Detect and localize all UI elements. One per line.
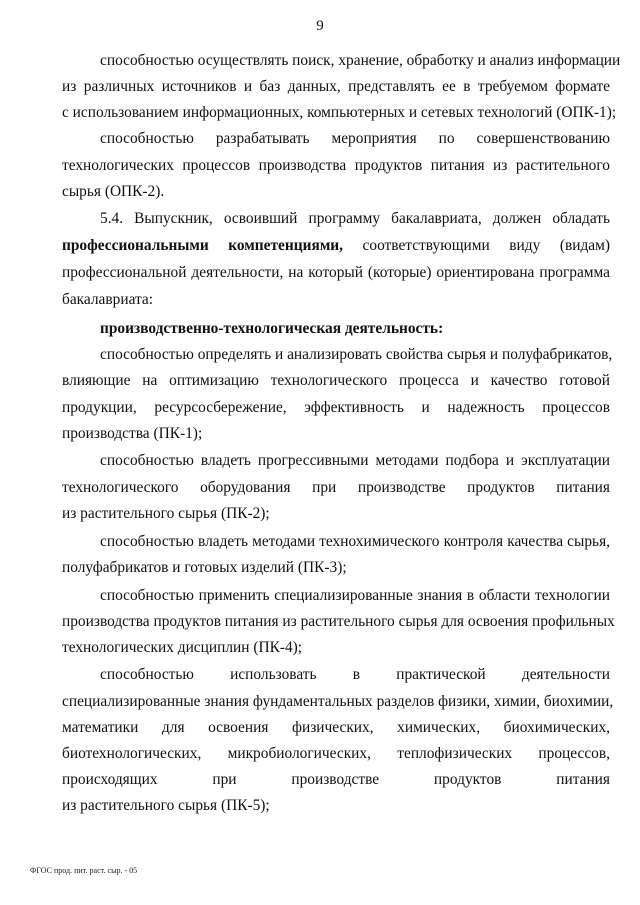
text-line: биотехнологических, микробиологических, теплофизических процессов, [62, 745, 610, 762]
page-footer: ФГОС прод. пит. раст. сыр. - 05 [30, 866, 138, 875]
section-heading: производственно-технологическая деятельность: [100, 320, 444, 337]
text-line: продукции, ресурсосбережение, эффективность и надежность процессов [62, 399, 610, 416]
text-line: бакалавриата: [62, 291, 154, 308]
text-line: 5.4. Выпускник, освоивший программу бакалавриата, должен обладать [100, 210, 610, 227]
text-line: с использованием информационных, компьютерных и сетевых технологий (ОПК-1); [62, 104, 617, 121]
page-number: 9 [316, 18, 324, 34]
text-line: способностью владеть прогрессивными методами подбора и эксплуатации [100, 452, 610, 469]
text-line: технологических процессов производства продуктов питания из растительного [62, 157, 610, 174]
text-line: способностью определять и анализировать свойства сырья и полуфабрикатов, [100, 346, 613, 363]
text-line: происходящих при производстве продуктов питания [62, 771, 610, 788]
text-line: профессиональными компетенциями, соответствующими виду (видам) [62, 237, 610, 254]
text-line: технологического оборудования при производстве продуктов питания [62, 479, 610, 496]
text-line: из растительного сырья (ПК-2); [62, 505, 270, 522]
text-line: способностью осуществлять поиск, хранение, обработку и анализ информации [100, 52, 621, 69]
text-line: специализированные знания фундаментальных разделов физики, химии, биохимии, [62, 693, 614, 710]
text-line: способностью разрабатывать мероприятия по совершенствованию [100, 130, 610, 147]
text-line: производства продуктов питания из растительного сырья для освоения профильных [62, 613, 615, 630]
text-line: способностью использовать в практической деятельности [100, 666, 610, 683]
text-line: полуфабрикатов и готовых изделий (ПК-3); [62, 559, 347, 576]
text-line: из различных источников и баз данных, представлять ее в требуемом формате [62, 78, 610, 95]
text-line: сырья (ОПК-2). [62, 183, 165, 200]
text-line: математики для освоения физических, химических, биохимических, [62, 719, 610, 736]
text-line: технологических дисциплин (ПК-4); [62, 639, 303, 656]
text-line: способностью владеть методами технохимического контроля качества сырья, [100, 533, 610, 550]
text-line: способностью применить специализированные знания в области технологии [100, 587, 610, 604]
text-line: профессиональной деятельности, на который (которые) ориентирована программа [62, 264, 610, 281]
text-line: влияющие на оптимизацию технологического процесса и качество готовой [62, 372, 610, 389]
text-line: из растительного сырья (ПК-5); [62, 797, 270, 814]
bold-term: профессиональными компетенциями, [62, 237, 344, 254]
text-line: производства (ПК-1); [62, 425, 203, 442]
